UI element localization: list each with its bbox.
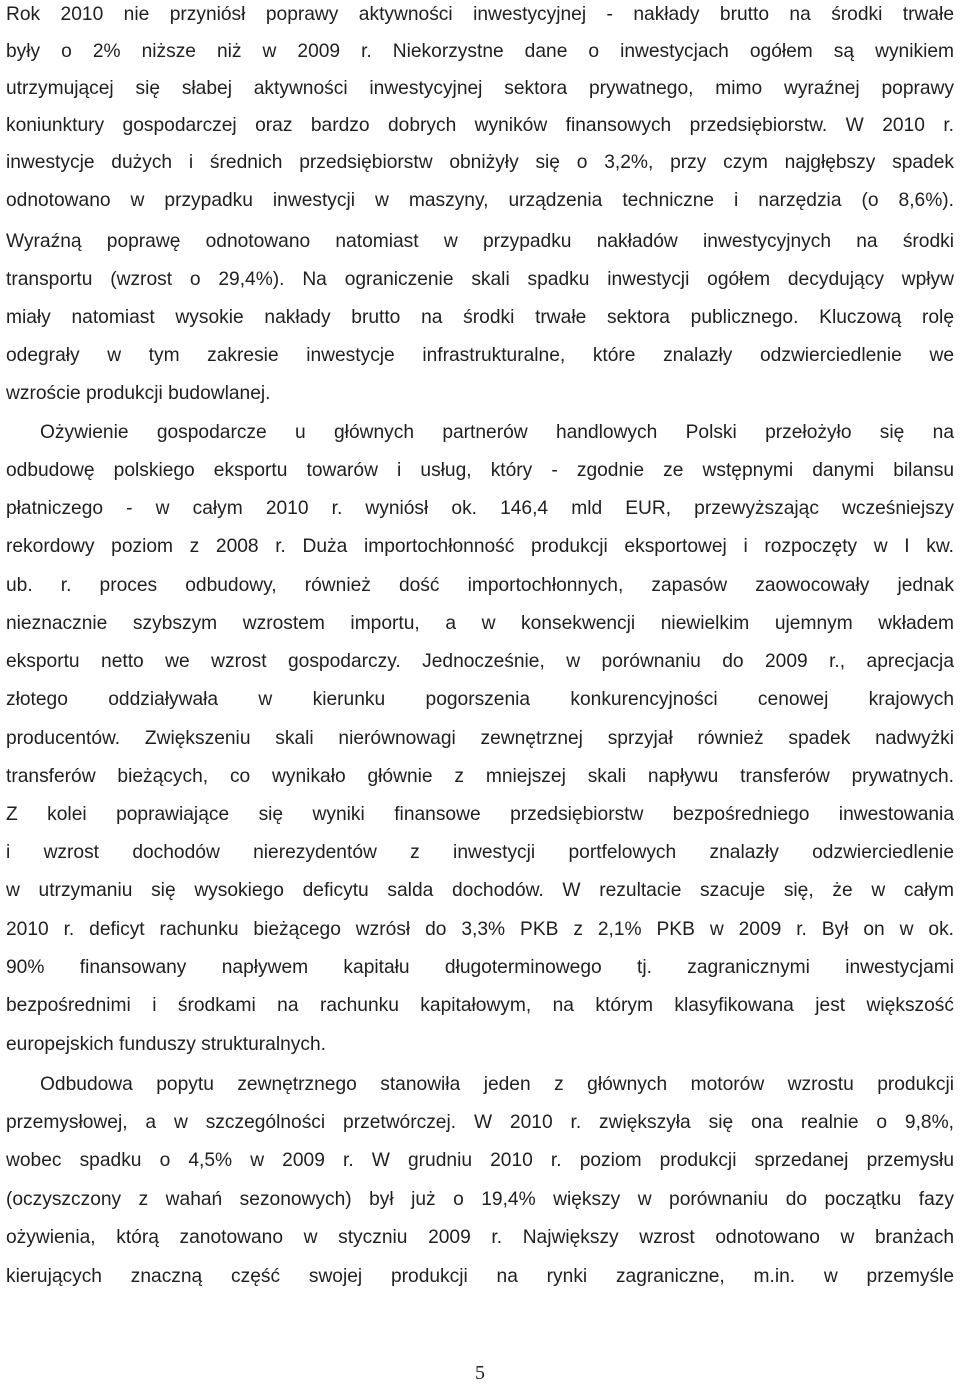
text-line: odbudowę polskiego eksportu towarów i usług, który - zgodnie ze wstępnymi danymi bilansu <box>6 460 954 481</box>
text-line: były o 2% niższe niż w 2009 r. Niekorzystne dane o inwestycjach ogółem są wynikiem <box>6 41 954 62</box>
text-line: miały natomiast wysokie nakłady brutto na środki trwałe sektora publicznego. Kluczową rolę <box>6 307 954 328</box>
text-line: Odbudowa popytu zewnętrznego stanowiła jeden z głównych motorów wzrostu produkcji <box>40 1074 954 1095</box>
text-line: Wyraźną poprawę odnotowano natomiast w przypadku nakładów inwestycyjnych na środki <box>6 231 954 252</box>
text-line: transportu (wzrost o 29,4%). Na ograniczenie skali spadku inwestycji ogółem decydujący wpływ <box>6 269 954 290</box>
text-line: przemysłowej, a w szczególności przetwórczej. W 2010 r. zwiększyła się ona realnie o 9,8%, <box>6 1112 954 1133</box>
text-line: i wzrost dochodów nierezydentów z inwestycji portfelowych znalazły odzwierciedlenie <box>6 842 954 863</box>
text-line: Rok 2010 nie przyniósł poprawy aktywności inwestycyjnej - nakłady brutto na środki trwałe <box>6 4 954 25</box>
text-line: w utrzymaniu się wysokiego deficytu salda dochodów. W rezultacie szacuje się, że w całym <box>6 880 954 901</box>
text-line: ub. r. proces odbudowy, również dość importochłonnych, zapasów zaowocowały jednak <box>6 575 954 596</box>
text-line: inwestycje dużych i średnich przedsiębiorstw obniżyły się o 3,2%, przy czym najgłębszy spadek <box>6 152 954 173</box>
page-number: 5 <box>475 1362 485 1384</box>
text-line: odegrały w tym zakresie inwestycje infrastrukturalne, które znalazły odzwierciedlenie we <box>6 345 954 366</box>
text-line: bezpośrednimi i środkami na rachunku kapitałowym, na którym klasyfikowana jest większość <box>6 995 954 1016</box>
text-line: nieznacznie szybszym wzrostem importu, a w konsekwencji niewielkim ujemnym wkładem <box>6 613 954 634</box>
text-line: utrzymującej się słabej aktywności inwestycyjnej sektora prywatnego, mimo wyraźnej poprawy <box>6 78 954 99</box>
text-line: kierujących znaczną część swojej produkcji na rynki zagraniczne, m.in. w przemyśle <box>6 1266 954 1287</box>
text-line: 2010 r. deficyt rachunku bieżącego wzrósł do 3,3% PKB z 2,1% PKB w 2009 r. Był on w ok. <box>6 919 954 940</box>
text-line: wobec spadku o 4,5% w 2009 r. W grudniu 2010 r. poziom produkcji sprzedanej przemysłu <box>6 1150 954 1171</box>
text-line: Ożywienie gospodarcze u głównych partnerów handlowych Polski przełożyło się na <box>40 422 954 443</box>
text-line: 90% finansowany napływem kapitału długoterminowego tj. zagranicznymi inwestycjami <box>6 957 954 978</box>
text-line: wzroście produkcji budowlanej. <box>6 383 271 404</box>
text-line: Z kolei poprawiające się wyniki finansowe przedsiębiorstw bezpośredniego inwestowania <box>6 804 954 825</box>
text-line: koniunktury gospodarczej oraz bardzo dobrych wyników finansowych przedsiębiorstw. W 2010 r. <box>6 115 954 136</box>
text-line: ożywienia, którą zanotowano w styczniu 2009 r. Największy wzrost odnotowano w branżach <box>6 1227 954 1248</box>
text-line: (oczyszczony z wahań sezonowych) był już o 19,4% większy w porównaniu do początku fazy <box>6 1189 954 1210</box>
text-line: płatniczego - w całym 2010 r. wyniósł ok. 146,4 mld EUR, przewyższając wcześniejszy <box>6 498 954 519</box>
text-line: producentów. Zwiększeniu skali nierównowagi zewnętrznej sprzyjał również spadek nadwyżki <box>6 728 954 749</box>
text-line: rekordowy poziom z 2008 r. Duża importochłonność produkcji eksportowej i rozpoczęty w I kw. <box>6 536 954 557</box>
text-line: złotego oddziaływała w kierunku pogorszenia konkurencyjności cenowej krajowych <box>6 689 954 710</box>
text-line: eksportu netto we wzrost gospodarczy. Jednocześnie, w porównaniu do 2009 r., aprecjacja <box>6 651 954 672</box>
text-line: odnotowano w przypadku inwestycji w maszyny, urządzenia techniczne i narzędzia (o 8,6%). <box>6 190 954 211</box>
text-line: transferów bieżących, co wynikało głównie z mniejszej skali napływu transferów prywatnych. <box>6 766 954 787</box>
text-line: europejskich funduszy strukturalnych. <box>6 1034 326 1055</box>
